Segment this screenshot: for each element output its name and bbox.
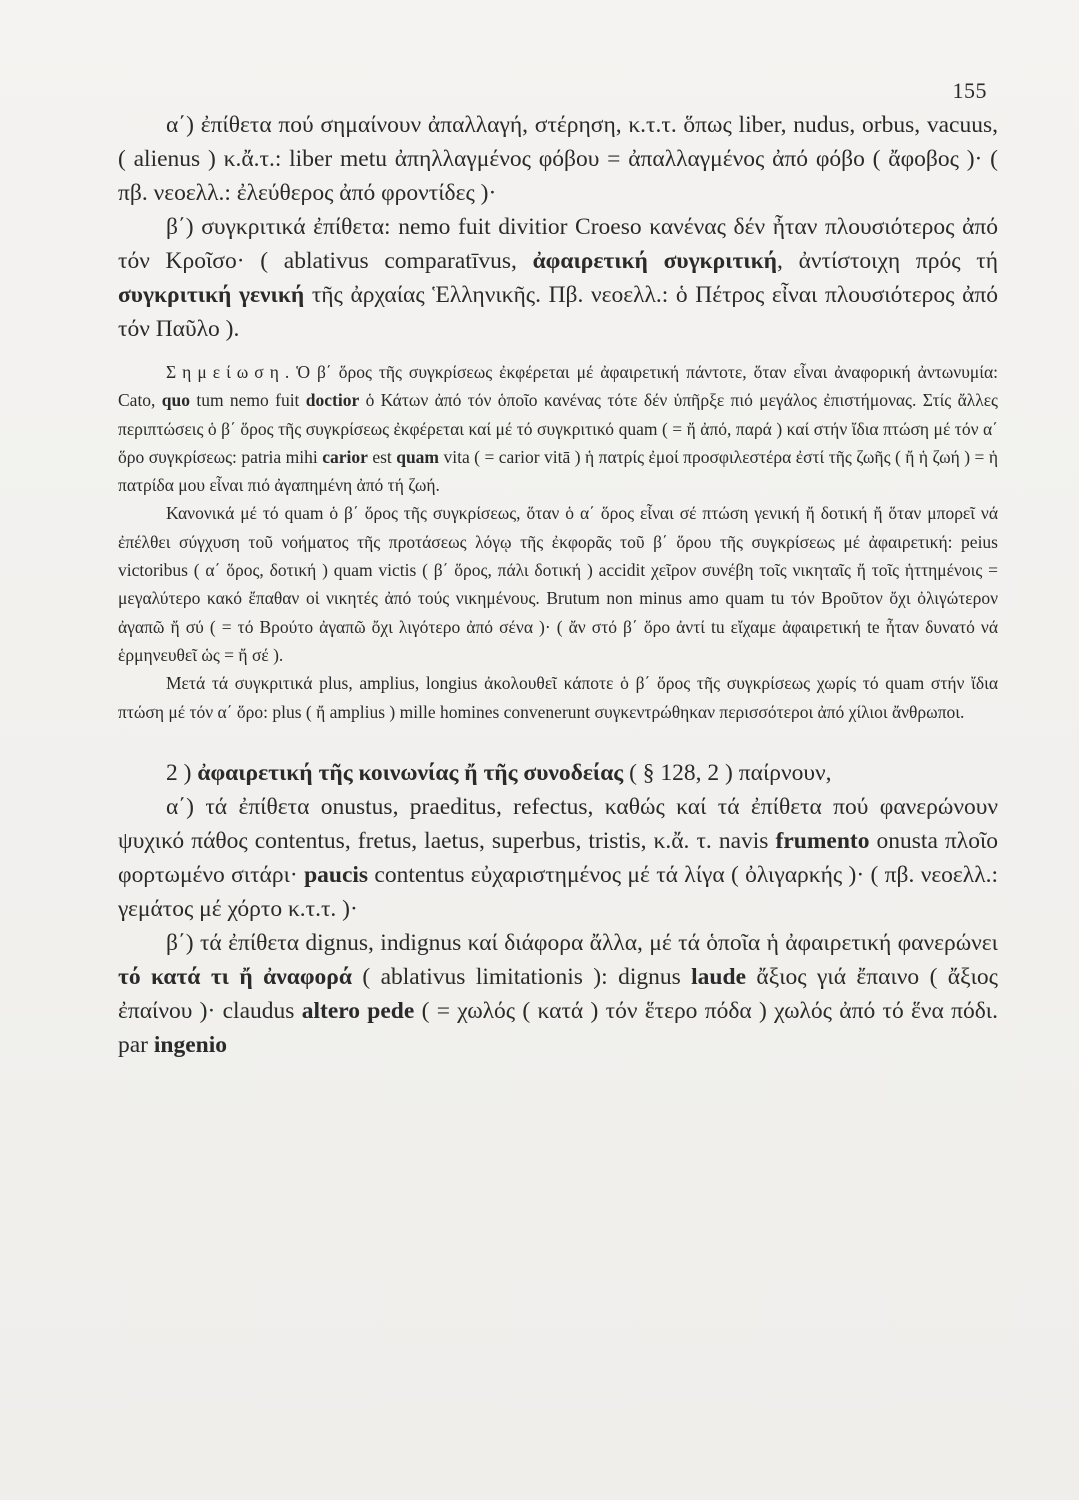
bold-term: τό κατά τι ἤ ἀναφορά bbox=[118, 963, 352, 990]
text-run: 2 ) bbox=[166, 759, 198, 786]
bold-term: carior bbox=[322, 446, 368, 467]
bold-term: ἀφαιρετική τῆς κοινωνίας ἤ τῆς συνοδείας bbox=[197, 759, 624, 786]
text-run: Κανονικά μέ τό quam ὁ β΄ ὅρος τῆς συγκρίσεως, ὅταν ὁ α΄ ὅρος εἶναι σέ πτώση γενική ἤ δοτική ἤ ὅταν μπορεῖ νά ἐπέλθει σύγχυση τοῦ νοήματος τῆς προτάσεως λόγῳ τῆς ἐκφορᾶς τοῦ β΄ ὅρου τῆς συγκρίσεως μέ ἀφαιρετική: peius victoribus ( α΄ ὅρος, δοτική ) quam victis ( β΄ ὅρος, πάλι δοτική ) accidit χεῖρον συνέβη τοῖς νικηταῖς ἤ τοῖς ἡττημένοις = μεγαλύτερο κακό ἔπαθαν οἱ νικητές ἀπό τούς νικημένους. Brutum non minus amo quam tu τόν Βροῦτον ὄχι ὀλιγώτερον ἀγαπῶ ἤ σύ ( = τό Βρούτο ἀγαπῶ ὄχι λιγότερο ἀπό σένα )· ( ἄν στό β΄ ὅρο ἀντί tu εἴχαμε ἀφαιρετική te ἦταν δυνατό νά ἑρμηνευθεῖ ὡς = ἤ σέ ). bbox=[118, 503, 998, 665]
bold-term: altero pede bbox=[301, 997, 415, 1024]
text-run: β΄) τά ἐπίθετα dignus, indignus καί διάφορα ἄλλα, μέ τά ὁποῖα ἡ ἀφαιρετική φανερώνει bbox=[166, 929, 998, 956]
text-run: Μετά τά συγκριτικά plus, amplius, longius ἀκολουθεῖ κάποτε ὁ β΄ ὅρος τῆς συγκρίσεως χωρίς τό quam στήν ἴδια πτώση μέ τόν α΄ ὅρο: plus ( ἤ amplius ) mille homines convenerunt συγκεντρώθηκαν περισσότεροι ἀπό χίλιοι ἄνθρωποι. bbox=[118, 673, 998, 722]
note-paragraph-3 bbox=[118, 669, 998, 726]
bold-term: quo bbox=[161, 390, 190, 411]
note-paragraph bbox=[118, 358, 998, 499]
text-run: ( ablativus limitationis ): dignus bbox=[351, 963, 692, 990]
bold-term: ingenio bbox=[153, 1031, 228, 1058]
note-paragraph-2 bbox=[118, 499, 998, 669]
bold-term: quam bbox=[396, 446, 440, 467]
text-run: ( § 128, 2 ) παίρνουν, bbox=[623, 759, 832, 786]
text-run: ὁ Κάτων ἀπό τόν ὁποῖο κανένας τότε δέν ὑπῆρξε πιό μεγάλος ἐπιστήμονας. Στίς ἄλλες περιπτώσεις ὁ β΄ ὅρος τῆς συγκρίσεως ἐκφέρεται καί μέ τό συγκριτικό quam ( = ἤ ἀπό, παρά ) καί στήν ἴδια πτώση μέ τόν α΄ ὅρο συγκρίσεως: patria mihi bbox=[118, 390, 998, 467]
section-2-heading bbox=[118, 756, 998, 790]
paragraph-alpha bbox=[118, 108, 998, 210]
text-run: β΄) συγκριτικά ἐπίθετα: nemo fuit divitior Croeso κανένας δέν ἦταν πλουσιότερος ἀπό τόν Κροῖσο· ( ablativus comparatīvus, bbox=[118, 214, 998, 274]
page-number: 155 bbox=[952, 78, 987, 103]
paragraph-beta bbox=[118, 210, 998, 346]
bold-term: doctior bbox=[305, 390, 360, 411]
text-run: α΄) ἐπίθετα πού σημαίνουν ἀπαλλαγή, στέρηση, κ.τ.τ. ὅπως liber, nudus, orbus, vacuus, ( alienus ) κ.ἄ.τ.: liber metu ἀπηλλαγμένος φόβου = ἀπαλλαγμένος ἀπό φόβο ( ἄφοβος )· ( πβ. νεοελλ.: ἐλεύθερος ἀπό φροντίδες )· bbox=[118, 112, 998, 206]
bold-term: laude bbox=[691, 963, 747, 990]
bold-term: frumento bbox=[775, 827, 870, 854]
bold-term: ἀφαιρετική συγκριτική bbox=[532, 248, 777, 274]
text-run: tum nemo fuit bbox=[190, 390, 306, 411]
text-run: ( = χωλός ( κατά ) τόν ἕτερο πόδα ) χωλός ἀπό τό ἕνα πόδι. par bbox=[118, 997, 998, 1058]
page-text bbox=[118, 108, 998, 1062]
text-run: α΄) τά ἐπίθετα onustus, praeditus, refectus, καθώς καί τά ἐπίθετα πού φανερώνουν ψυχικό πάθος contentus, fretus, laetus, superbus, tristis, κ.ἄ. τ. navis bbox=[118, 793, 998, 854]
text-run: τῆς ἀρχαίας Ἑλληνικῆς. Πβ. νεοελλ.: ὁ Πέτρος εἶναι πλουσιότερος ἀπό τόν Παῦλο ). bbox=[118, 282, 998, 342]
text-run: ἄξιος γιά ἔπαινο ( ἄξιος ἐπαίνου )· claudus bbox=[118, 963, 998, 1024]
section-2-beta bbox=[118, 926, 998, 1062]
bold-term: paucis bbox=[304, 861, 369, 888]
text-run: . Ὁ β΄ ὅρος τῆς συγκρίσεως ἐκφέρεται μέ ἀφαιρετική πάντοτε, ὅταν εἶναι ἀναφορική ἀντωνυμία: Cato, bbox=[118, 362, 998, 411]
text-run: , ἀντίστοιχη πρός τή bbox=[776, 248, 998, 274]
bold-term: συγκριτική γενική bbox=[118, 282, 305, 308]
text-run: contentus εὐχαριστημένος μέ τά λίγα ( ὀλιγαρκής )· ( πβ. νεοελλ.: γεμάτος μέ χόρτο κ.τ.τ. )· bbox=[118, 861, 998, 922]
text-run: onusta πλοῖο φορτωμένο σιτάρι· bbox=[118, 827, 999, 888]
note-label: Σημείωση bbox=[166, 362, 285, 382]
text-run: vita ( = carior vitā ) ἡ πατρίς ἐμοί προσφιλεστέρα ἐστί τῆς ζωῆς ( ἤ ἡ ζωή ) = ἡ πατρίδα μου εἶναι πιό ἀγαπημένη ἀπό τή ζωή. bbox=[118, 446, 998, 496]
section-2-alpha bbox=[118, 790, 998, 926]
text-run: est bbox=[367, 446, 397, 467]
